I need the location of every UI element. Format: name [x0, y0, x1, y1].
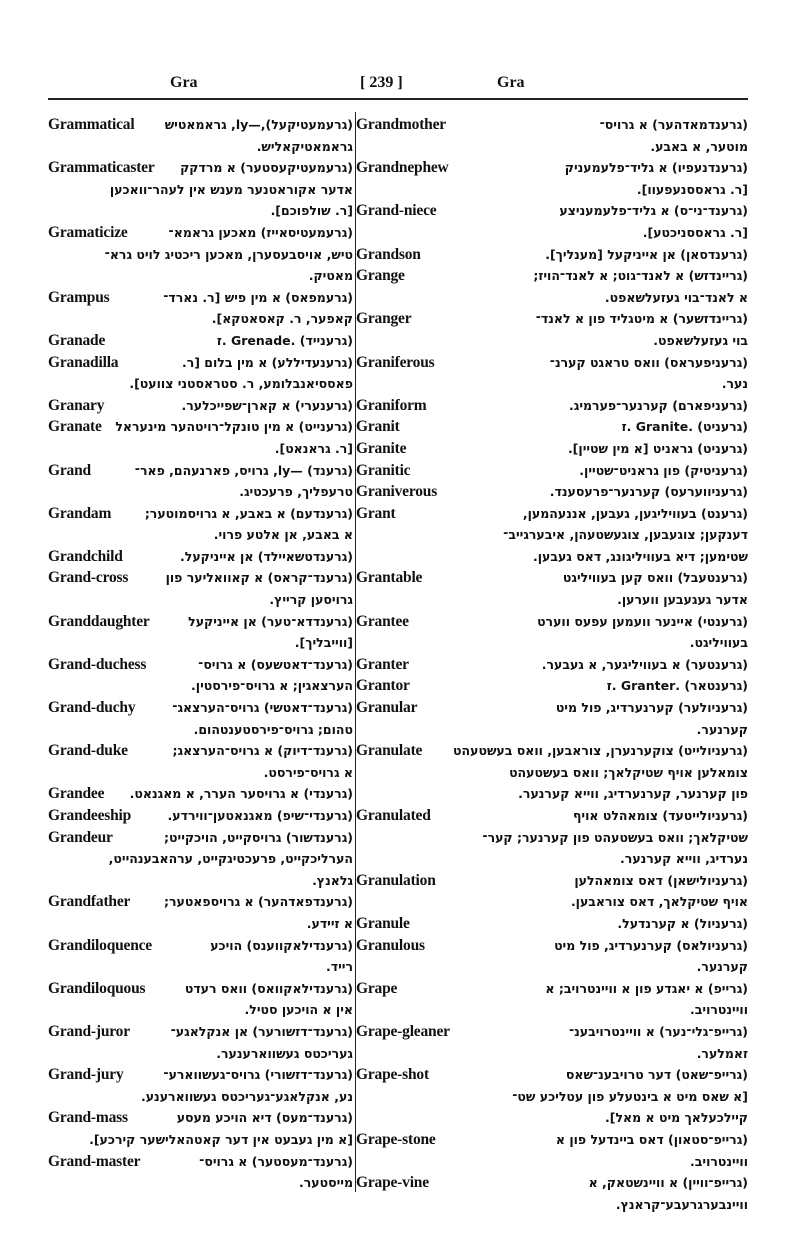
translation-text: (גרעמעטיקעסטער) א מרדקק	[180, 160, 353, 176]
translation-text: (גרענדילאקוואס) וואס רעדט	[184, 980, 353, 996]
entry-first-line	[356, 1064, 748, 1086]
translation-continuation: אדער געגעבען ווערען.	[617, 592, 748, 608]
headword: Granter	[356, 655, 409, 673]
translation-continuation: קאפער, ר. קאסאטקא].	[211, 311, 353, 327]
translation-text: (גרענד־דזשורער) אן אנקלאגע־	[170, 1023, 353, 1039]
dictionary-entry	[48, 891, 353, 934]
headword: Grand-jury	[48, 1066, 124, 1084]
entry-first-line	[356, 654, 748, 676]
dictionary-entry	[48, 1107, 353, 1150]
translation-continuation: דענקען; צוגעבען, צוגעשטעהן, איבערגייב־	[503, 527, 748, 543]
translation-text: (גרייפ־וויין) א וויינשטאק, א	[588, 1175, 748, 1191]
translation-continuation: גלאנץ.	[312, 872, 353, 888]
entry-first-line	[48, 503, 353, 525]
translation-text: (גרענייט) א מין טונקל־רויטהער מינעראל	[115, 419, 353, 435]
entry-first-line	[356, 114, 748, 136]
entry-first-line	[48, 157, 353, 179]
dictionary-entry	[356, 740, 748, 805]
translation-text: (גרענט) בעוויליגען, געבען, אננעהמען,	[522, 505, 748, 521]
headword: Grand-duchy	[48, 699, 136, 717]
translation-continuation: וויינבערגרעבע־קראנץ.	[615, 1196, 748, 1212]
headword: Granulous	[356, 936, 425, 954]
headword: Granadilla	[48, 353, 119, 371]
translation-continuation: [ר. גראנאט].	[274, 440, 353, 456]
translation-text: (גרעניווערעס) קערנער־פרעסענד.	[549, 484, 748, 500]
dictionary-entry	[356, 675, 748, 697]
translation-text: (גרענדטשאיילד) אן אייניקעל.	[180, 548, 353, 564]
headword: Grantee	[356, 612, 409, 630]
entry-first-line	[356, 611, 748, 633]
entry-first-line	[48, 330, 353, 352]
translation-continuation: אויף שטיקלאך, דאס צוראבען.	[570, 894, 748, 910]
dictionary-entry	[48, 416, 353, 459]
entry-first-line	[48, 1107, 353, 1129]
translation-text: (גרענערי) א קארן־שפייכלער.	[181, 397, 353, 413]
translation-continuation: טיש, אויסבעסערן, מאכען ריכטיג לויט גרא־	[104, 246, 353, 262]
dictionary-entry	[48, 287, 353, 330]
headword: Granitic	[356, 461, 411, 479]
entry-first-line	[48, 114, 353, 136]
translation-continuation: זאמלער.	[696, 1045, 748, 1061]
page-header	[0, 74, 788, 96]
translation-text: (גרענד־ני־ס) א גליד־פלעמעניצע	[559, 203, 748, 219]
headword: Grandson	[356, 245, 421, 263]
translation-continuation: בוי געזעלשאפט.	[653, 332, 748, 348]
dictionary-entry	[356, 438, 748, 460]
headword: Grantable	[356, 569, 423, 587]
entry-first-line	[356, 870, 748, 892]
translation-continuation: אין א הויכען סטיל.	[244, 1002, 353, 1018]
translation-text: (גרענדסאן) אן אייניקעל [מענליך].	[545, 246, 748, 262]
dictionary-entry	[356, 913, 748, 935]
translation-continuation: נע, אנקלאגע־געריכטס געשווארענע.	[140, 1088, 353, 1104]
dictionary-entry	[356, 352, 748, 395]
headword: Grand	[48, 461, 91, 479]
translation-text: (גרענד) —ly, גרויס, פארנעהם, פאר־	[134, 462, 353, 478]
dictionary-entry	[48, 935, 353, 978]
entry-first-line	[48, 352, 353, 374]
translation-text: (גרענטי) איינער וועמען עפעס ווערט	[537, 613, 748, 629]
dictionary-entry	[356, 503, 748, 568]
translation-continuation: א גרויס־פירסט.	[263, 764, 353, 780]
translation-continuation: צומאלען אויף שטיקלאך; וואס בעשטעהט	[509, 764, 748, 780]
entry-first-line	[356, 1021, 748, 1043]
translation-text: (גרענדמאדהער) א גרויס־	[599, 117, 748, 132]
translation-continuation: טרעפליך, פרעכטיג.	[239, 484, 353, 500]
translation-continuation: [ר. גראססניכטע].	[642, 224, 748, 240]
translation-text: (גרעניולייטעד) צומאהלט אויף	[572, 808, 748, 823]
translation-text: (גרענדשור) גרויסקייט, הויכקייט;	[164, 829, 353, 845]
dictionary-entry	[48, 611, 353, 654]
entry-first-line	[48, 740, 353, 762]
dictionary-entry	[48, 222, 353, 287]
dictionary-entry	[48, 330, 353, 352]
left-column	[48, 114, 353, 1194]
dictionary-entry	[48, 740, 353, 783]
entry-first-line	[356, 1172, 748, 1194]
entry-first-line	[356, 416, 748, 438]
headword: Grandiloquence	[48, 936, 152, 954]
entry-first-line	[48, 395, 353, 417]
translation-text: (גרענד־דאטשי) גרויס־הערצאג־	[172, 700, 353, 716]
headword: Granite	[356, 439, 407, 457]
translation-text: (גרענטאר) .Granter .ז	[606, 678, 748, 694]
translation-text: (גרענדי) א גרויסער הערר, א מאגנאט.	[129, 786, 353, 802]
headword: Grandnephew	[356, 159, 449, 177]
translation-continuation: גרויסען קרייץ.	[269, 592, 353, 608]
headword: Grape-shot	[356, 1066, 429, 1084]
dictionary-entry	[356, 265, 748, 308]
headword: Grammatical	[48, 116, 135, 133]
translation-continuation: מוטער, א באבע.	[650, 138, 748, 154]
dictionary-entry	[356, 1129, 748, 1172]
headword: Grand-master	[48, 1152, 141, 1170]
translation-text: (גרענדילאקווענס) הויכע	[210, 937, 353, 953]
dictionary-entry	[356, 870, 748, 913]
translation-text: (גרענייד) .Grenade .ז	[216, 332, 353, 348]
translation-continuation: בעוויליגט.	[689, 635, 748, 651]
dictionary-entry	[356, 1064, 748, 1129]
headword: Granddaughter	[48, 612, 150, 630]
translation-text: (גרעניולישאן) דאס צומאהלען	[574, 872, 748, 888]
dictionary-entry	[48, 1064, 353, 1107]
entry-first-line	[48, 546, 353, 568]
entry-first-line	[48, 460, 353, 482]
headword: Graniverous	[356, 483, 438, 501]
translation-continuation: גראמאטיקאליש.	[256, 138, 353, 154]
translation-continuation: [ווייבליך].	[294, 635, 353, 651]
translation-text: (גרענעדיללע) א מין בלום [ר.	[181, 354, 353, 370]
entry-first-line	[48, 611, 353, 633]
entry-first-line	[356, 395, 748, 417]
entry-first-line	[48, 783, 353, 805]
dictionary-entry	[356, 244, 748, 266]
entry-first-line	[48, 654, 353, 676]
headword: Gramaticize	[48, 223, 128, 241]
translation-continuation: [ר. גראססנעפעוו].	[636, 181, 748, 197]
headword: Grampus	[48, 288, 110, 306]
translation-text: (גרענדעם) א באבע, א גרויסמוטער;	[144, 505, 353, 521]
headword: Grandchild	[48, 547, 123, 565]
headword: Granade	[48, 331, 106, 349]
headword: Granary	[48, 396, 105, 414]
headword: Granulation	[356, 871, 436, 889]
entry-first-line	[48, 416, 353, 438]
translation-continuation: וויינטרויב.	[690, 1153, 748, 1169]
dictionary-entry	[356, 114, 748, 157]
dictionary-entry	[356, 416, 748, 438]
dictionary-entry	[48, 460, 353, 503]
translation-continuation: וויינטרויב.	[690, 1002, 748, 1018]
translation-continuation: קערנער.	[696, 959, 748, 975]
translation-text: (גרעניול) א קערנדעל.	[617, 915, 748, 931]
translation-text: (גריינדזשער) א מיטגליד פון א לאנד־	[535, 311, 748, 327]
entry-first-line	[356, 481, 748, 503]
entry-first-line	[48, 827, 353, 849]
entry-first-line	[356, 200, 748, 222]
entry-first-line	[356, 697, 748, 719]
entry-first-line	[356, 438, 748, 460]
entry-first-line	[356, 675, 748, 697]
entry-first-line	[48, 1151, 353, 1173]
translation-text: (גרענד־דיוק) א גרויס־הערצאג;	[172, 743, 353, 759]
translation-continuation: נער.	[721, 376, 748, 392]
translation-continuation: געריכטס געשווארענער.	[216, 1045, 353, 1061]
dictionary-entry	[48, 395, 353, 417]
headword: Grand-duke	[48, 742, 128, 760]
translation-text: (גרעמעטיקעל),—ly, גראמאטיש	[164, 117, 353, 132]
dictionary-entry	[48, 654, 353, 697]
translation-continuation: פון קערנער, קערנערדיג, ווייא קערנער.	[518, 786, 748, 802]
translation-continuation: טהום; גרויס־פירסטענטהום.	[193, 721, 353, 737]
translation-text: (גרעניט) .Granite .ז	[621, 419, 748, 435]
translation-text: (גרענדדא־טער) אן אייניקעל	[188, 613, 353, 629]
headword: Grape-gleaner	[356, 1022, 450, 1040]
translation-continuation: הערליכקייט, פרעכטיגקייט, ערהאבענהייט,	[108, 851, 353, 867]
translation-continuation: שטימען; דיא בעוויליגונג, דאס געבען.	[532, 548, 748, 564]
dictionary-entry	[356, 1172, 748, 1215]
translation-continuation: א זיידע.	[306, 915, 353, 931]
translation-continuation: רייד.	[326, 959, 353, 975]
entry-first-line	[356, 567, 748, 589]
dictionary-entry	[356, 697, 748, 740]
headword: Grand-duchess	[48, 655, 147, 673]
entry-first-line	[48, 891, 353, 913]
dictionary-entry	[48, 697, 353, 740]
entry-first-line	[356, 157, 748, 179]
dictionary-entry	[356, 481, 748, 503]
translation-continuation: [א שאס מיט א בינטעלע פון עטליכע שט־	[512, 1088, 748, 1104]
entry-first-line	[356, 913, 748, 935]
dictionary-entry	[356, 611, 748, 654]
translation-text: (גרענדפאדהער) א גרויספאטער;	[163, 894, 353, 910]
page-number: [ 239 ]	[360, 74, 403, 91]
translation-text: (גרענדי־שיפ) מאגנאטען־ווירדע.	[167, 808, 353, 823]
right-column	[356, 114, 748, 1215]
headword: Granit	[356, 418, 400, 436]
translation-text: (גרעניפעראס) וואס טראגט קערנ־	[549, 354, 748, 370]
translation-continuation: [א מין געבעט אין דער קאטהאלישער קירכע].	[89, 1131, 353, 1147]
translation-text: (גרעמפאס) א מין פיש [ר. נארד־	[163, 289, 353, 305]
dictionary-entry	[48, 978, 353, 1021]
dictionary-entry	[356, 805, 748, 870]
headword: Grape	[356, 979, 398, 997]
entry-first-line	[356, 978, 748, 1000]
dictionary-entry	[356, 654, 748, 676]
running-head-right: Gra	[497, 74, 525, 91]
entry-first-line	[356, 308, 748, 330]
dictionary-entry	[48, 1151, 353, 1194]
dictionary-entry	[356, 157, 748, 200]
translation-continuation: קערנער.	[696, 721, 748, 737]
dictionary-entry	[48, 114, 353, 157]
translation-text: (גרעניטיק) פון גראניט־שטיין.	[579, 462, 748, 478]
translation-text: (גרייפ־שאט) דער טרויבענ־שאס	[565, 1067, 748, 1083]
headword: Grandee	[48, 785, 105, 803]
headword: Granger	[356, 310, 412, 328]
translation-text: (גרענד־דאטשעס) א גרויס־	[198, 656, 353, 672]
entry-first-line	[356, 805, 748, 827]
headword: Grandfather	[48, 893, 131, 911]
headword: Grape-vine	[356, 1174, 429, 1192]
headword: Grand-juror	[48, 1022, 130, 1040]
headword: Grand-mass	[48, 1109, 128, 1127]
entry-first-line	[48, 1021, 353, 1043]
translation-continuation: נערדיג, ווייא קערנער.	[620, 851, 748, 867]
dictionary-entry	[356, 1021, 748, 1064]
translation-continuation: פאססיאנבלומע, ר. סטראסטני צוועט].	[129, 376, 353, 392]
headword: Grantor	[356, 677, 410, 695]
translation-continuation: קיילכעלאך מיט א מאל].	[605, 1110, 748, 1126]
translation-continuation: [ר. שולפוכם].	[270, 203, 353, 219]
translation-continuation: שטיקלאך; וואס בעשטעהט פון קערנער; קער־	[482, 829, 748, 845]
entry-first-line	[356, 460, 748, 482]
translation-text: (גרעניולאס) קערנערדיג, פול מיט	[554, 937, 748, 953]
translation-continuation: הערצאגין; א גרויס־פירסטין.	[191, 678, 353, 694]
headword: Grand-cross	[48, 569, 129, 587]
translation-text: (גרעניט) גראניט [א מין שטיין].	[567, 440, 748, 456]
entry-first-line	[48, 697, 353, 719]
headword: Graniform	[356, 396, 427, 414]
headword: Granular	[356, 699, 418, 717]
dictionary-entry	[356, 935, 748, 978]
dictionary-entry	[356, 567, 748, 610]
translation-text: (גרייפ) א יאגדע פון א וויינטרויב; א	[545, 980, 748, 996]
dictionary-entry	[48, 805, 353, 827]
dictionary-entry	[356, 200, 748, 243]
entry-first-line	[356, 1129, 748, 1151]
translation-text: (גרענטער) א בעוויליגער, א געבער.	[541, 656, 748, 672]
headword: Grant	[356, 504, 396, 522]
dictionary-entry	[356, 978, 748, 1021]
translation-text: (גרייפ־סטאון) דאס ביינדעל פון א	[555, 1131, 748, 1147]
entry-first-line	[356, 244, 748, 266]
translation-text: (גרענטעבל) וואס קען בעוויליגט	[562, 570, 748, 586]
headword: Granulated	[356, 807, 431, 824]
headword: Grape-stone	[356, 1130, 436, 1148]
dictionary-entry	[48, 546, 353, 568]
headword: Granule	[356, 914, 410, 932]
dictionary-entry	[48, 157, 353, 222]
translation-text: (גרענד־קראס) א קאוואליער פון	[165, 570, 353, 586]
dictionary-entry	[48, 567, 353, 610]
translation-continuation: אדער אקוראטנער מענש אין לעהר־וואכען	[109, 181, 353, 197]
entry-first-line	[356, 503, 748, 525]
headword: Grand-niece	[356, 202, 437, 220]
entry-first-line	[48, 978, 353, 1000]
translation-text: (גרענדנעפיו) א גליד־פלעמעניק	[564, 160, 748, 176]
headword: Grammaticaster	[48, 159, 155, 177]
translation-text: (גרעניולייט) צוקערנערן, צוראבען, וואס בעשטעהט	[453, 743, 748, 759]
entry-first-line	[48, 1064, 353, 1086]
dictionary-entry	[356, 460, 748, 482]
entry-first-line	[48, 567, 353, 589]
translation-continuation: א באבע, אן אלטע פרוי.	[213, 527, 353, 543]
entry-first-line	[48, 222, 353, 244]
dictionary-entry	[356, 395, 748, 417]
headword: Grandeeship	[48, 807, 132, 824]
translation-continuation: מייסטער.	[299, 1175, 353, 1191]
headword: Grandiloquous	[48, 979, 146, 997]
entry-first-line	[356, 352, 748, 374]
dictionary-entry	[356, 308, 748, 351]
header-rule	[48, 98, 748, 100]
running-head-left: Gra	[170, 74, 198, 91]
headword: Grange	[356, 267, 405, 285]
translation-continuation: מאטיק.	[308, 268, 353, 284]
translation-text: (גרענד־דזשורי) גרויס־געשווארע־	[163, 1067, 353, 1083]
translation-text: (גרעניפארם) קערנער־פערמיג.	[569, 397, 748, 413]
headword: Graniferous	[356, 353, 435, 371]
headword: Grandam	[48, 504, 112, 522]
headword: Grandeur	[48, 828, 113, 846]
translation-text: (גרייפ־גלי־נער) א וויינטרויבענ־	[568, 1023, 748, 1039]
entry-first-line	[48, 935, 353, 957]
translation-text: (גרענד־מעס) דיא הויכע מעסע	[176, 1110, 353, 1126]
headword: Grandmother	[356, 116, 446, 133]
translation-text: (גריינדזש) א לאנד־גוט; א לאנד־הויז;	[533, 268, 748, 284]
translation-text: (גרענד־מעסטער) א גרויס־	[199, 1153, 353, 1169]
translation-text: (גרעמעטיסאייז) מאכען גראמא־	[168, 224, 353, 240]
headword: Granate	[48, 418, 102, 436]
dictionary-entry	[48, 1021, 353, 1064]
translation-text: (גרעניולער) קערנערדיג, פול מיט	[555, 700, 748, 716]
entry-first-line	[356, 935, 748, 957]
headword: Granulate	[356, 742, 423, 760]
dictionary-entry	[48, 503, 353, 546]
entry-first-line	[48, 805, 353, 827]
translation-continuation: א לאנד־בוי געזעלשאפט.	[604, 289, 748, 305]
entry-first-line	[356, 740, 748, 762]
entry-first-line	[48, 287, 353, 309]
dictionary-entry	[48, 783, 353, 805]
dictionary-entry	[48, 352, 353, 395]
dictionary-entry	[48, 827, 353, 892]
entry-first-line	[356, 265, 748, 287]
